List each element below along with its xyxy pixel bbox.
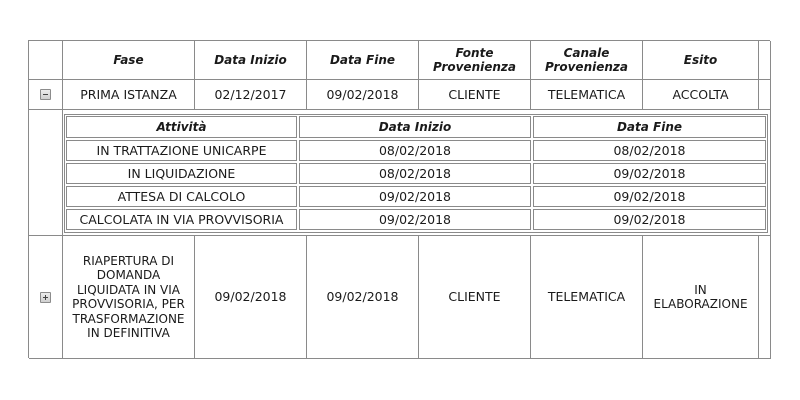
phases-table (28, 40, 770, 358)
collapse-icon[interactable] (40, 89, 51, 100)
row-1-fonte: CLIENTE (419, 80, 531, 110)
activity-3-name: ATTESA DI CALCOLO (66, 186, 297, 207)
activity-3-data-fine: 09/02/2018 (533, 186, 766, 207)
row-2-canale: TELEMATICA (531, 236, 643, 359)
row-1-canale: TELEMATICA (531, 80, 643, 110)
header-expander-cell (29, 41, 63, 80)
row-1-data-inizio: 02/12/2017 (195, 80, 307, 110)
activity-4-data-inizio: 09/02/2018 (299, 209, 531, 230)
activity-4-name: CALCOLATA IN VIA PROVVISORIA (66, 209, 297, 230)
activity-2-data-inizio: 08/02/2018 (299, 163, 531, 184)
header-fase: Fase (63, 41, 195, 80)
header-data-inizio: Data Inizio (195, 41, 307, 80)
row-1-esito: ACCOLTA (643, 80, 759, 110)
activity-1-data-fine: 08/02/2018 (533, 140, 766, 161)
activity-2-data-fine: 09/02/2018 (533, 163, 766, 184)
row-1-data-fine: 09/02/2018 (307, 80, 419, 110)
row-2-data-fine: 09/02/2018 (307, 236, 419, 359)
activities-header-attivita: Attività (66, 116, 297, 138)
activity-4-data-fine: 09/02/2018 (533, 209, 766, 230)
activity-1-data-inizio: 08/02/2018 (299, 140, 531, 161)
row-2-expander-cell[interactable] (29, 236, 63, 359)
row-2-esito: IN ELABORAZIONE (643, 236, 759, 359)
row-1-expander-cell[interactable] (29, 80, 63, 110)
activity-1-name: IN TRATTAZIONE UNICARPE (66, 140, 297, 161)
activities-header-data-fine: Data Fine (533, 116, 766, 138)
header-trailing-cell (759, 41, 771, 80)
row-2-data-inizio: 09/02/2018 (195, 236, 307, 359)
header-data-fine: Data Fine (307, 41, 419, 80)
activity-2-name: IN LIQUIDAZIONE (66, 163, 297, 184)
row-2-fonte: CLIENTE (419, 236, 531, 359)
row-2-fase: RIAPERTURA DI DOMANDA LIQUIDATA IN VIA PROVVISORIA, PER TRASFORMAZIONE IN DEFINITIVA (63, 236, 195, 359)
header-esito: Esito (643, 41, 759, 80)
detail-left-cell (29, 110, 63, 236)
activity-3-data-inizio: 09/02/2018 (299, 186, 531, 207)
expand-icon[interactable] (40, 292, 51, 303)
row-1-trailing-cell (759, 80, 771, 110)
row-1-fase: PRIMA ISTANZA (63, 80, 195, 110)
activities-table (64, 114, 768, 233)
activities-header-data-inizio: Data Inizio (299, 116, 531, 138)
header-canale-provenienza: Canale Provenienza (531, 41, 643, 80)
header-fonte-provenienza: Fonte Provenienza (419, 41, 531, 80)
row-2-trailing-cell (759, 236, 771, 359)
